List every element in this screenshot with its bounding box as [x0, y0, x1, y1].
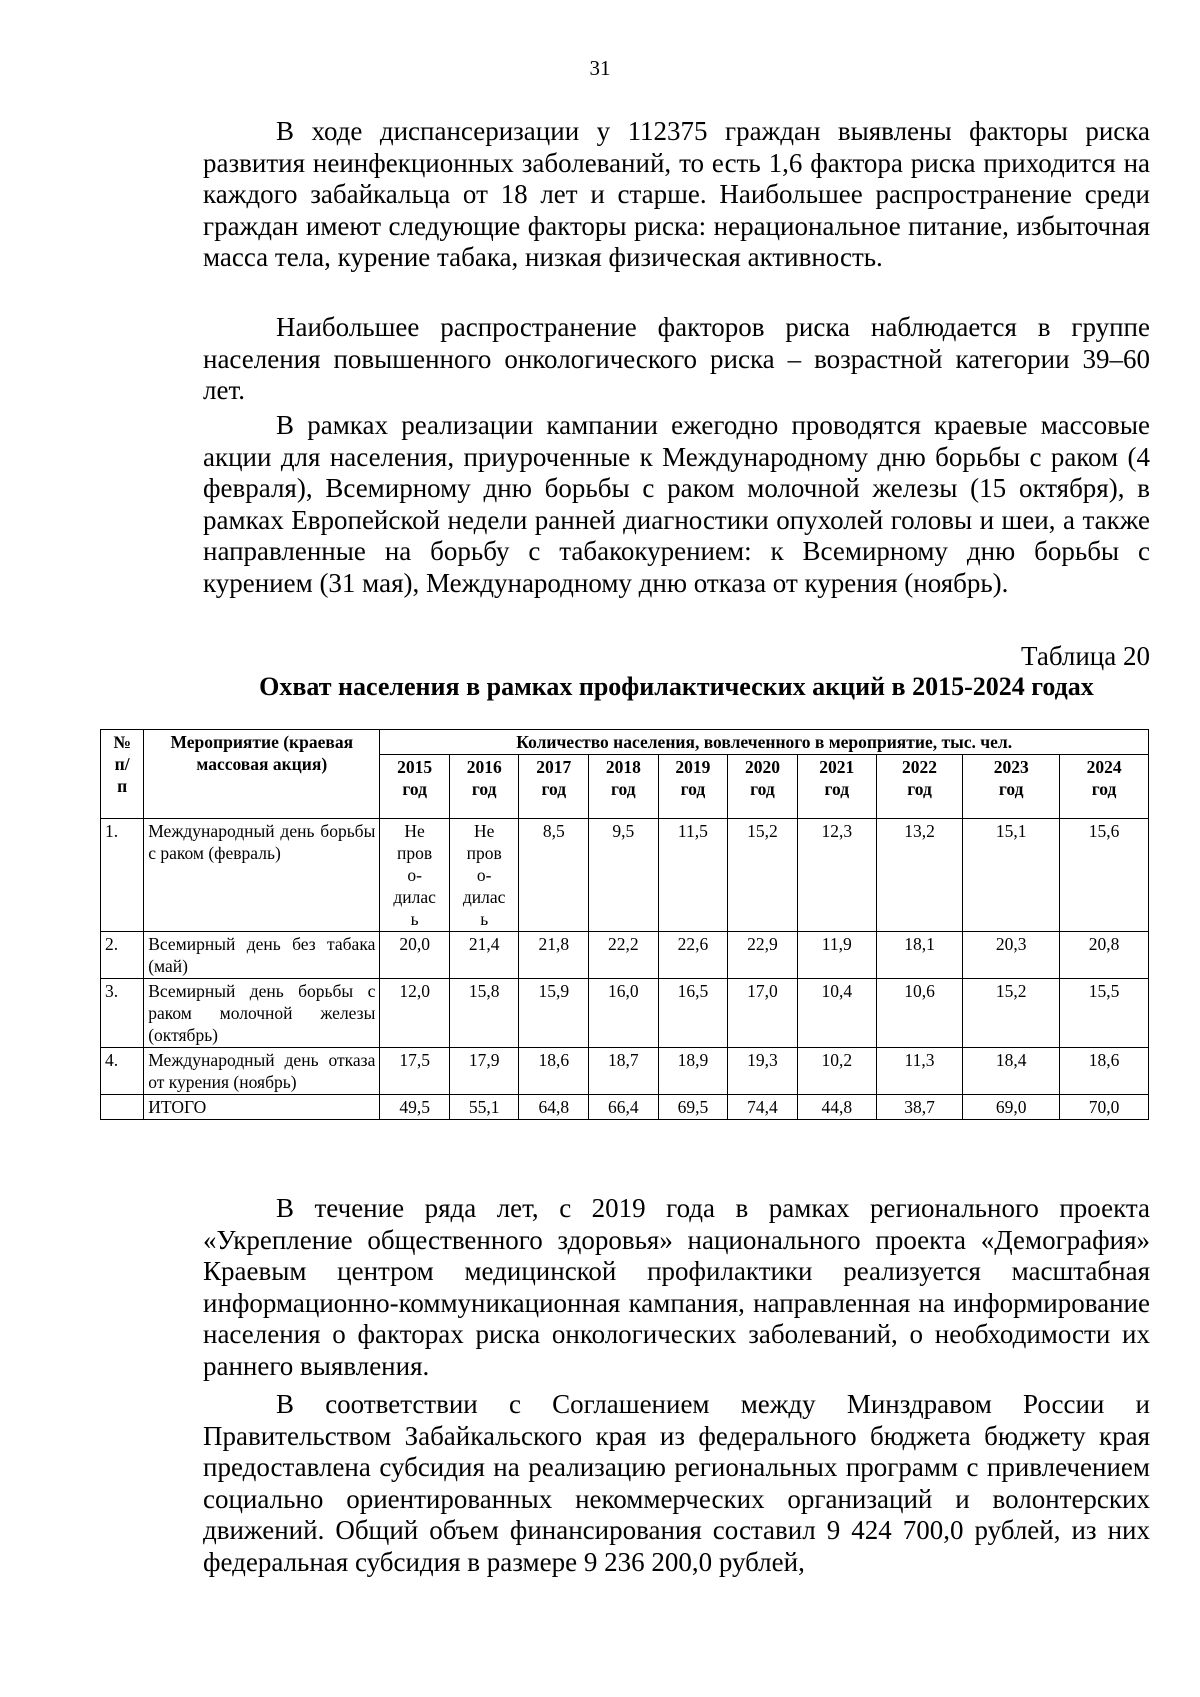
cell-value: 13,2 [876, 819, 962, 932]
total-value: 44,8 [797, 1095, 876, 1120]
table-title: Охват населения в рамках профилактических акций в 2015-2024 годах [259, 672, 1094, 701]
row-num: 2. [101, 932, 144, 979]
year-unit: год [611, 779, 636, 799]
header-year [658, 755, 728, 819]
paragraph-subsidy: В соответствии с Соглашением между Минздравом России и Правительством Забайкальского края из федерального бюджета бюджету края предоставлена субсидия на реализацию региональных программ с привлечением социально ориентированных некоммерческих организаций и волонтерских движений. Общий объем финансирования составил 9 424 700,0 рублей, из них федеральная субсидия в размере 9 236 200,0 рублей, [203, 1389, 1150, 1577]
year-label: 2015 [397, 757, 433, 777]
cell-value: 17,9 [449, 1048, 519, 1095]
cell-value: 21,8 [519, 932, 589, 979]
year-unit: год [541, 779, 567, 799]
row-event: Всемирный день борьбы с раком молочной железы (октябрь) [144, 979, 380, 1048]
table-total-row [101, 1095, 1149, 1120]
total-value: 38,7 [876, 1095, 962, 1120]
page-number: 31 [589, 56, 611, 80]
cell-value: 22,2 [589, 932, 659, 979]
cell-value: 10,2 [797, 1048, 876, 1095]
total-value: 55,1 [449, 1095, 519, 1120]
year-unit: год [402, 779, 427, 799]
cell-line: Не [473, 821, 495, 841]
cell-value: 12,3 [797, 819, 876, 932]
header-num [101, 730, 144, 819]
header-year [519, 755, 589, 819]
row-num: 1. [101, 819, 144, 932]
cell-value: 18,9 [658, 1048, 728, 1095]
year-label: 2021 [819, 757, 855, 777]
cell-value: 18,7 [589, 1048, 659, 1095]
cell-value: 21,4 [449, 932, 519, 979]
year-unit: год [750, 779, 775, 799]
year-label: 2017 [536, 757, 572, 777]
table-header-row [101, 730, 1149, 755]
paragraph-campaign-actions: В рамках реализации кампании ежегодно проводятся краевые массовые акции для населения, приуроченные к Международному дню борьбы с раком (4 февраля), Всемирному дню борьбы с раком молочной железы (15 октября), в рамках Европейской недели ранней диагностики опухолей головы и шеи, а также направленные на борьбу с табакокурением: к Всемирному дню борьбы с курением (31 мая), Международному дню отказа от курения (ноябрь). [203, 410, 1150, 598]
total-value: 64,8 [519, 1095, 589, 1120]
cell-value: 15,5 [1060, 979, 1149, 1048]
year-unit: год [998, 779, 1024, 799]
cell-value: 9,5 [589, 819, 659, 932]
cell-value: 16,5 [658, 979, 728, 1048]
paragraph-risk-group: Наибольшее распространение факторов риска наблюдается в группе населения повышенного онкологического риска – возрастной категории 39–60 лет. [203, 312, 1150, 405]
cell-value: 18,4 [963, 1048, 1060, 1095]
cell-value: 20,8 [1060, 932, 1149, 979]
table-row [101, 979, 1149, 1048]
cell-value: 15,6 [1060, 819, 1149, 932]
cell-line: о- [407, 865, 422, 885]
header-year [876, 755, 962, 819]
total-value: 66,4 [589, 1095, 659, 1120]
cell-value: 12,0 [380, 979, 450, 1048]
table-caption: Таблица 20 [1021, 641, 1150, 671]
year-label: 2016 [466, 757, 502, 777]
cell-value: 22,9 [728, 932, 798, 979]
cell-value: 20,3 [963, 932, 1060, 979]
header-year [797, 755, 876, 819]
coverage-table [100, 729, 1149, 1120]
header-event: Мероприятие (краевая массовая акция) [144, 730, 380, 819]
year-unit: год [824, 779, 850, 799]
total-value: 74,4 [728, 1095, 798, 1120]
cell-value: 18,6 [519, 1048, 589, 1095]
row-num: 4. [101, 1048, 144, 1095]
year-label: 2020 [744, 757, 780, 777]
header-num-line: № [113, 732, 131, 752]
header-year [589, 755, 659, 819]
cell-value: 18,1 [876, 932, 962, 979]
cell-value: 19,3 [728, 1048, 798, 1095]
row-event: Всемирный день без табака (май) [144, 932, 380, 979]
cell-value: 18,6 [1060, 1048, 1149, 1095]
cell-line: о- [476, 865, 492, 885]
cell-value: 22,6 [658, 932, 728, 979]
row-event: Международный день отказа от курения (ноябрь) [144, 1048, 380, 1095]
header-num-line: п [117, 776, 128, 796]
cell-value: 15,8 [449, 979, 519, 1048]
cell-value: 20,0 [380, 932, 450, 979]
cell-line: пров [397, 843, 433, 863]
year-label: 2023 [993, 757, 1029, 777]
year-unit: год [1091, 779, 1117, 799]
cell-line: дилас [462, 887, 506, 907]
year-unit: год [907, 779, 932, 799]
cell-line: Не [404, 821, 425, 841]
header-year [1060, 755, 1149, 819]
cell-value: 15,9 [519, 979, 589, 1048]
cell-value: 17,5 [380, 1048, 450, 1095]
year-label: 2019 [675, 757, 711, 777]
cell-value: 11,9 [797, 932, 876, 979]
cell-value: 11,5 [658, 819, 728, 932]
cell-line: дилас [393, 887, 436, 907]
cell-value: 16,0 [589, 979, 659, 1048]
row-num: 3. [101, 979, 144, 1048]
header-year [380, 755, 450, 819]
header-num-line: п/ [114, 754, 130, 774]
row-num [101, 1095, 144, 1120]
year-label: 2022 [902, 757, 937, 777]
header-year [449, 755, 519, 819]
year-unit: год [680, 779, 706, 799]
cell-value: 10,6 [876, 979, 962, 1048]
table-row [101, 1048, 1149, 1095]
cell-not-held [449, 819, 519, 932]
paragraph-info-campaign: В течение ряда лет, с 2019 года в рамках регионального проекта «Укрепление общественного здоровья» национального проекта «Демография» Краевым центром медицинской профилактики реализуется масштабная информационно-коммуникационная кампания, направленная на информирование населения о факторах риска онкологических заболеваний, о необходимости их раннего выявления. [203, 1193, 1150, 1381]
cell-not-held [380, 819, 450, 932]
table-row [101, 819, 1149, 932]
year-label: 2018 [605, 757, 641, 777]
total-value: 49,5 [380, 1095, 450, 1120]
total-value: 69,0 [963, 1095, 1060, 1120]
cell-line: пров [466, 843, 502, 863]
total-value: 70,0 [1060, 1095, 1149, 1120]
cell-value: 8,5 [519, 819, 589, 932]
cell-value: 11,3 [876, 1048, 962, 1095]
total-value: 69,5 [658, 1095, 728, 1120]
cell-value: 17,0 [728, 979, 798, 1048]
header-group: Количество населения, вовлеченного в мероприятие, тыс. чел. [380, 730, 1149, 755]
year-unit: год [471, 779, 497, 799]
header-year [728, 755, 798, 819]
row-event: Международный день борьбы с раком (февраль) [144, 819, 380, 932]
year-label: 2024 [1086, 757, 1122, 777]
cell-value: 15,1 [963, 819, 1060, 932]
header-year [963, 755, 1060, 819]
cell-value: 15,2 [728, 819, 798, 932]
total-label: ИТОГО [144, 1095, 380, 1120]
cell-value: 10,4 [797, 979, 876, 1048]
table-row [101, 932, 1149, 979]
paragraph-risk-factors: В ходе диспансеризации у 112375 граждан выявлены факторы риска развития неинфекционных заболеваний, то есть 1,6 фактора риска приходится на каждого забайкальца от 18 лет и старше. Наибольшее распространение среди граждан имеют следующие факторы риска: нерациональное питание, избыточная масса тела, курение табака, низкая физическая активность. [203, 116, 1150, 272]
cell-line: ь [480, 909, 489, 929]
cell-value: 15,2 [963, 979, 1060, 1048]
cell-line: ь [410, 909, 419, 929]
